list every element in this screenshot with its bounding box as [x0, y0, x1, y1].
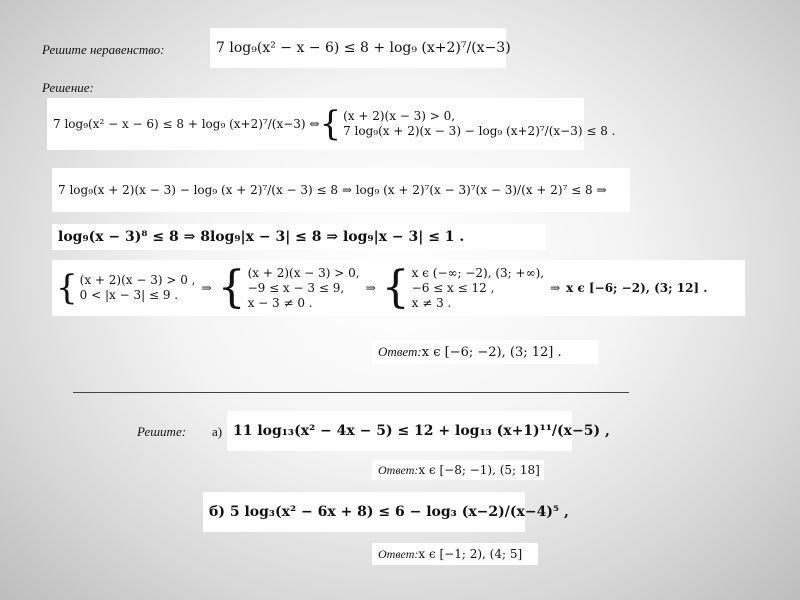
- step4-sys1-line-1: (x + 2)(x − 3) > 0 ,: [79, 273, 196, 287]
- step4-sys2-line-1: (x + 2)(x − 3) > 0,: [247, 265, 360, 280]
- system-brace: {: [217, 262, 246, 313]
- answer-b: [372, 543, 538, 565]
- step4-result: x ϵ [−6; −2), (3; 12] .: [566, 281, 708, 295]
- implies-arrow: ⇒: [365, 281, 376, 295]
- answer-a: [372, 460, 544, 480]
- task-formula: 7 log₉(x² − x − 6) ≤ 8 + log₉ (x+2)⁷/(x−3): [210, 28, 506, 68]
- step1-sys-line-1: (x + 2)(x − 3) > 0,: [343, 109, 456, 123]
- step4-sys3-line-1: x ϵ (−∞; −2), (3; +∞),: [411, 265, 545, 280]
- exercise-label: Решите:: [137, 424, 187, 439]
- step4-sys3-line-2: −6 ≤ x ≤ 12 ,: [411, 280, 495, 295]
- answer-1: [372, 340, 598, 364]
- answer-prefix: Ответ:: [378, 462, 419, 477]
- exercise-b-formula: б) 5 log₃(x² − 6x + 8) ≤ 6 − log₃ (x−2)/(x−4)⁵ ,: [203, 492, 525, 532]
- solution-step-2: 7 log₉(x + 2)(x − 3) − log₉ (x + 2)⁷/(x − 3) ≤ 8 ⇒ log₉ (x + 2)⁷(x − 3)⁷(x − 3)/(x + 2)⁷ ≤ 8 ⇒: [52, 168, 630, 212]
- answer-value: x ϵ [−1; 2), (4; 5]: [418, 547, 523, 561]
- step4-sys2-line-3: x − 3 ≠ 0 .: [247, 295, 313, 310]
- exercise-a-marker: а): [212, 424, 223, 439]
- step4-system-3: [381, 262, 545, 313]
- system-brace: {: [381, 262, 410, 313]
- exercise-a-formula: 11 log₁₃(x² − 4x − 5) ≤ 12 + log₁₃ (x+1)¹¹/(x−5) ,: [227, 411, 572, 451]
- step4-system-1: [56, 268, 196, 308]
- step4-sys1-line-2: 0 < |x − 3| ≤ 9 .: [79, 288, 179, 302]
- solution-step-4: [52, 260, 745, 316]
- system-brace: {: [319, 104, 342, 144]
- step1-sys-line-2: 7 log₉(x + 2)(x − 3) − log₉ (x+2)⁷/(x−3) ≤ 8 .: [343, 124, 616, 138]
- answer-prefix: Ответ:: [378, 546, 419, 561]
- step1-system: [319, 104, 616, 144]
- answer-value: x ϵ [−8; −1), (5; 18]: [418, 463, 540, 477]
- solution-step-1: [47, 98, 616, 150]
- section-divider: [73, 392, 629, 393]
- system-brace: {: [56, 268, 78, 308]
- solution-label: Решение:: [42, 80, 94, 95]
- step4-sys3-line-3: x ≠ 3 .: [411, 295, 452, 310]
- answer-prefix: Ответ:: [378, 344, 422, 359]
- implies-arrow: ⇒: [201, 281, 212, 295]
- implies-arrow: ⇒: [550, 281, 561, 295]
- answer-value: x ϵ [−6; −2), (3; 12] .: [421, 344, 562, 360]
- solution-step-3: log₉(x − 3)⁸ ≤ 8 ⇒ 8log₉|x − 3| ≤ 8 ⇒ log₉|x − 3| ≤ 1 .: [52, 224, 546, 250]
- step4-system-2: [217, 262, 360, 313]
- step4-sys2-line-2: −9 ≤ x − 3 ≤ 9,: [247, 280, 345, 295]
- step1-lhs: 7 log₉(x² − x − 6) ≤ 8 + log₉ (x+2)⁷/(x−3) ⇔: [53, 117, 320, 131]
- task-label: Решите неравенство:: [42, 42, 165, 57]
